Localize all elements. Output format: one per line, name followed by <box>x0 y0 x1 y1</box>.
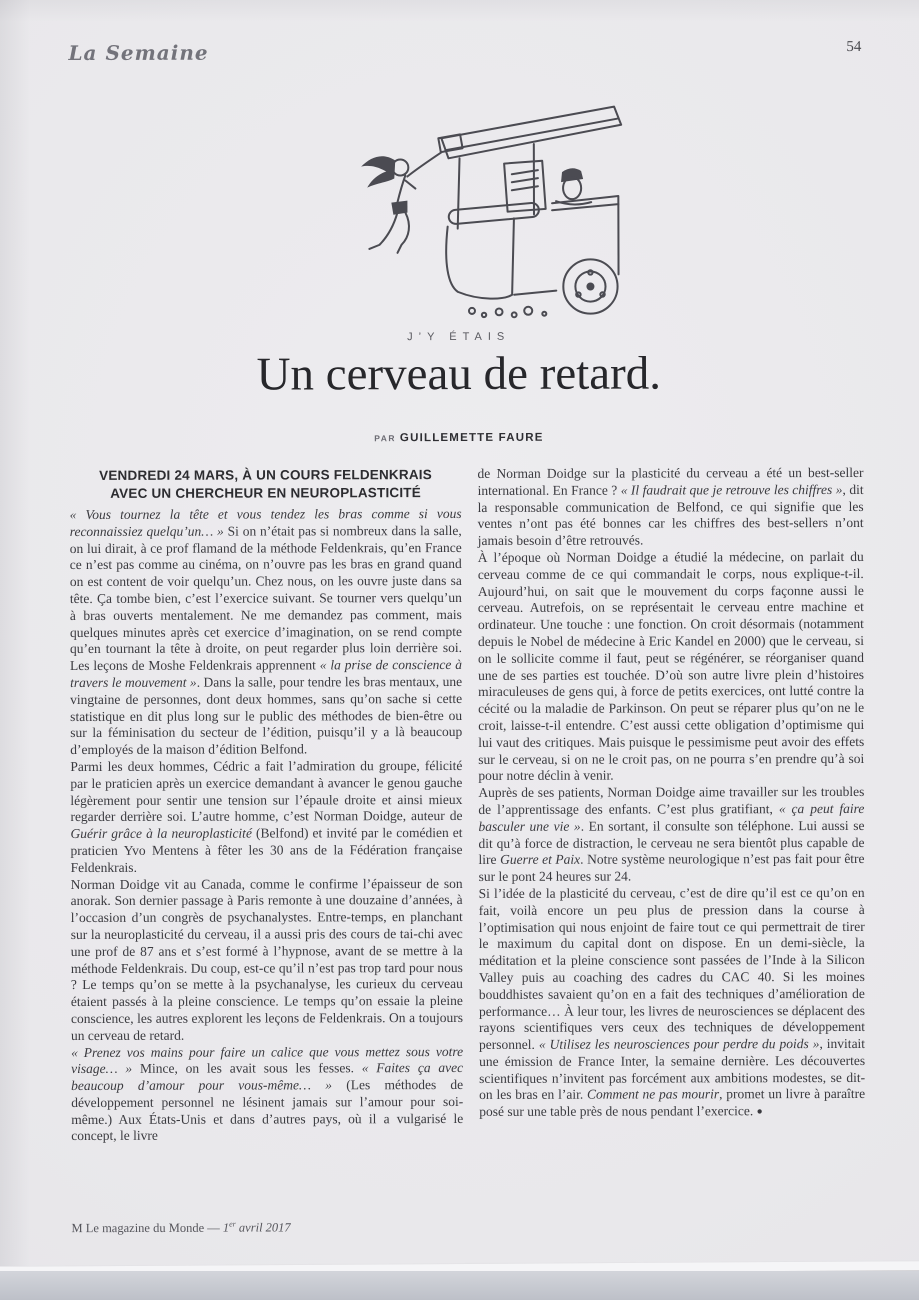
lede-heading-line1: VENDREDI 24 MARS, À UN COURS FELDENKRAIS <box>99 467 432 483</box>
paragraph: Si l’idée de la plasticité du cerveau, c’est de dire qu’il est ce qu’on en fait, voilà encore un peu plus de pression dans la course à l’optimisation qui nous enjoint de faire tout ce qui permettrait de tirer le maximum du capital dont on dispose. En un demi-siècle, la méditation et la pleine conscience sont passées de l’Inde à la Silicon Valley puis au coaching des cadres du CAC 40. Si les moines bouddhistes savaient qu’on en a fait des techniques d’amélioration de performance… À leur tour, les livres de neurosciences se déplacent des rayons scientifiques vers ceux des techniques de développement personnel. « Utilisez les neurosciences pour perdre du poids », invitait une émission de France Inter, la semaine dernière. Les découvertes scientifiques n’invitent pas forcément aux ambitions modestes, se dit-on les bras en l’air. Comment ne pas mourir, promet un livre à paraître posé sur une table près de nous pendant l’exercice. ● <box>478 884 866 1120</box>
lede-heading-line2: AVEC UN CHERCHEUR EN NEUROPLASTICITÉ <box>110 484 421 501</box>
footer-credit <box>71 1219 290 1236</box>
spot-illustration <box>355 94 648 321</box>
paragraph: À l’époque où Norman Doidge a étudié la médecine, on parlait du cerveau comme de ce qui commandait le corps, nous explique-t-il. Aujourd’hui, on sait que le mouvement du corps façonne aussi le cerveau. Autrefois, on se représentait le cerveau entre machine et ordinateur. Une touche : une fonction. On croit désormais (notamment depuis le Nobel de médecine à Eric Kandel en 2000) que le cerveau, si on le sollicite comme il faut, peut se régénérer, se réorganiser quand une de ses parties est touchée. D’où son autre livre plein d’histoires miraculeuses de gens qui, à force de petits exercices, ont lutté contre la cécité ou la maladie de Parkinson. On peut se réparer plus qu’on ne le croit, laisse-t-il entendre. C’est aussi cette obligation d’optimisme qui lui vaut des critiques. Mais puisque le pessimisme peut avoir des effets sur le cerveau, si on ne le croit pas, on ne pourra s’en prendre qu’à soi pour notre déclin à venir. <box>477 548 865 784</box>
column-left-paragraphs <box>70 506 464 1145</box>
paragraph: de Norman Doidge sur la plasticité du cerveau a été un best-seller international. En France ? « Il faudrait que je retrouve les chiffres », dit la responsable communication de Belfond, ce qui signifie que les ventes n’ont pas été bonnes car les chiffres des best-sellers n’ont jamais besoin d’être retrouvés. <box>477 464 864 549</box>
paragraph: Auprès de ses patients, Norman Doidge aime travailler sur les troubles de l’apprentissage des enfants. C’est plus gratifiant, « ça peut faire basculer une vie ». En sortant, il consulte son téléphone. Lui aussi se dit qu’à force de distraction, le cerveau ne sera bientôt plus capable de lire Guerre et Paix. Notre système neurologique n’est pas fait pour être sur le pont 24 heures sur 24. <box>478 784 865 885</box>
article-body <box>70 465 866 1145</box>
byline-name: GUILLEMETTE FAURE <box>399 431 544 445</box>
illustration-exhaust-puffs <box>469 307 546 318</box>
section-logo: La Semaine <box>68 40 209 66</box>
illustration-wheel <box>563 259 617 313</box>
kicker: J’Y ÉTAIS <box>407 330 511 344</box>
footer-date: 1er avril 2017 <box>222 1219 291 1235</box>
byline-prefix: PAR <box>374 433 400 444</box>
footer-magazine: M Le magazine du Monde — <box>71 1220 223 1236</box>
column-right <box>478 465 866 1144</box>
column-left <box>70 466 464 1145</box>
page-number: 54 <box>846 38 862 55</box>
lede-heading <box>70 466 462 502</box>
page-title: Un cerveau de retard. <box>256 347 662 401</box>
paragraph: Parmi les deux hommes, Cédric a fait l’admiration du groupe, félicité par le praticien après un exercice demandant à avancer le genou gauche légèrement pour sentir une tension sur l’épaule droite et ainsi mieux regarder derrière soi. L’autre homme, c’est Norman Doidge, auteur de Guérir grâce à la neuroplasticité (Belfond) et invité par le comédien et praticien Yvo Mentens à fêter les 30 ans de la Fédération française Feldenkrais. <box>70 757 463 875</box>
column-right-paragraphs <box>478 465 866 1122</box>
illustration-truck <box>441 107 621 318</box>
paragraph: « Vous tournez la tête et vous tendez les bras comme si vous reconnaissiez quelqu’un… » Si on n’était pas si nombreux dans la salle, on lui dirait, à ce prof flamand de la méthode Feldenkrais, qu’en France ce n’est pas comme au cinéma, on n’ouvre pas les bras en grand quand on est content de voir quelqu’un. Chez nous, on les ouvre juste dans sa tête. Ça tombe bien, c’est l’exercice suivant. Se tourner vers quelqu’un à bras ouverts mentalement. Ne me demandez pas comment, mais quelques minutes après cet exercice d’imagination, on se rend compte qu’en tournant la tête à droite, on peut regarder plus loin derrière soi. Les leçons de Moshe Feldenkrais apprennent « la prise de conscience à travers le mouvement ». Dans la salle, pour tendre les bras mentaux, une vingtaine de personnes, dont deux hommes, sans qu’on sache si cette statistique en dit plus long sur le public des méthodes de bien-être ou sur la féminisation du secteur de l’édition, puisqu’il y a là beaucoup d’employés de la maison d’édition Belfond. <box>69 505 463 758</box>
paragraph: Norman Doidge vit au Canada, comme le confirme l’épaisseur de son anorak. Son dernier passage à Paris remonte à une douzaine d’années, à l’occasion d’un congrès de psychanalystes. Entre-temps, en planchant sur la neuroplasticité du cerveau, il a aussi pris des cours de tai-chi avec une prof de 87 ans et s’est formé à l’hypnose, avant de se mettre à la méthode Feldenkrais. Du coup, est-ce qu’il n’est pas trop tard pour nous ? Le temps qu’on se mette à la psychanalyse, les curieux du cerveau étaient passés à la pleine conscience. Le temps qu’on essaie la pleine conscience, les autres explorent les leçons de Feldenkrais. On a toujours un cerveau de retard. <box>70 875 463 1043</box>
paragraph: « Prenez vos mains pour faire un calice que vous mettez sous votre visage… » Mince, on les avait sous les fesses. « Faites ça avec beaucoup d’amour pour vous-même… » (Les méthodes de développement personnel ne lésinent jamais sur l’amour pour soi-même.) Aux États-Unis et dans d’autres pays, où il a vulgarisé le concept, le livre <box>71 1043 464 1144</box>
scanner-background <box>0 1271 919 1300</box>
byline <box>0 427 918 447</box>
